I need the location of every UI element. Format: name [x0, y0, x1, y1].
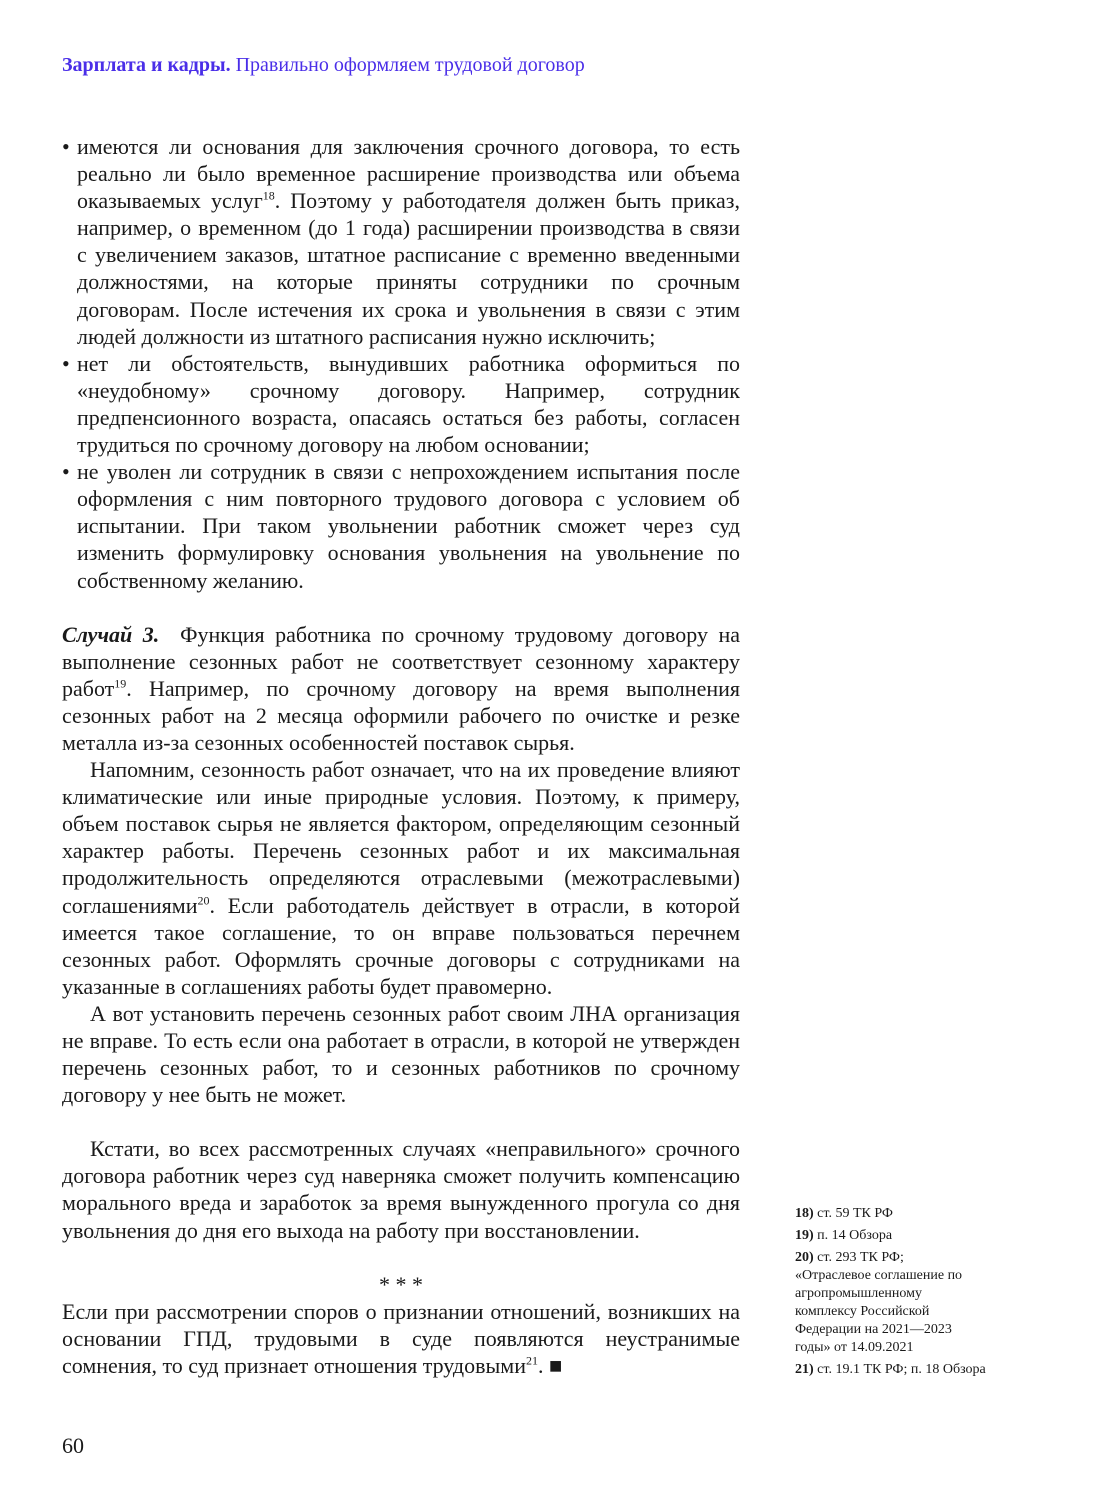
footnote-text: ст. 59 ТК РФ [817, 1206, 893, 1221]
footnote-ref: 19 [114, 676, 127, 691]
list-item: • нет ли обстоятельств, вынудивших работника оформиться по «неудобному» срочному договору. Например, сотрудник предпенсионного возраста, опасаясь остаться без работы, согласен трудиться по срочному договору на любом основании; [62, 350, 740, 458]
paragraph: Кстати, во всех рассмотренных случаях «неправильного» срочного договора работник через суд наверняка сможет получить компенсацию морального вреда и заработок за время вынужденного прогула со дня увольнения до дня его выхода на работу при восстановлении. [62, 1136, 740, 1243]
footnote-number: 20) [795, 1250, 814, 1265]
paragraph-text: . ■ [537, 1352, 563, 1378]
item-text: имеются ли основания для заключения срочного договора, то есть реально ли было временное расширение производства или объема оказываемых услуг [77, 134, 740, 214]
footnote [795, 1361, 1015, 1379]
footnote-ref: 21 [525, 1353, 538, 1368]
running-header [62, 54, 585, 77]
item-text: . Поэтому у работодателя должен быть приказ, например, о временном (до 1 года) расширении производства в связи с увеличением заказов, штатное расписание с временно введенными должностями, на которые приняты сотрудники по срочным договорам. После истечения их срока и увольнения в связи с этим людей должности из штатного расписания нужно исключить; [77, 188, 740, 349]
page-number: 60 [62, 1433, 84, 1458]
footnote [795, 1227, 1015, 1245]
footnote-text: п. 14 Обзора [817, 1228, 893, 1243]
footnote-ref: 18 [262, 188, 275, 203]
footnote-number: 18) [795, 1206, 814, 1221]
paragraph [62, 1298, 740, 1379]
footnote-text: ст. 293 ТК РФ; «Отраслевое соглашение по агропромышленному комплексу Российской Федерации на 2021—2023 годы» от 14.09.2021 [795, 1250, 963, 1355]
article-body [62, 133, 740, 1379]
paragraph-text: . Если работодатель действует в отрасли, в которой имеется такое соглашение, то он вправе пользоваться перечнем сезонных работ. Оформлять срочные договоры с сотрудниками на указанные в соглашениях работы будет правомерно. [62, 892, 740, 999]
footnote-number: 19) [795, 1228, 814, 1243]
footnotes [795, 1205, 1015, 1383]
footnote-number: 21) [795, 1362, 814, 1377]
paragraph-text: Напомним, сезонность работ означает, что на их проведение влияют климатические или иные природные условия. Поэтому, к примеру, объем поставок сырья не является фактором, определяющим сезонный характер работы. Перечень сезонных работ и их максимальная продолжительность определяются отраслевыми (межотраслевыми) соглашениями [62, 757, 740, 918]
paragraph-text: Если при рассмотрении споров о признании отношений, возникших на основании ГПД, трудовыми в суде появляются неустранимые сомнения, то суд признает отношения трудовыми [62, 1298, 740, 1378]
list-item: • не уволен ли сотрудник в связи с непрохождением испытания после оформления с ним повторного трудового договора с условием об испытании. При таком увольнении работник сможет через суд изменить формулировку основания увольнения на увольнение по собственному желанию. [62, 458, 740, 593]
case-text: . Например, по срочному договору на время выполнения сезонных работ на 2 месяца оформили рабочего по очистке и резке металла из-за сезонных особенностей поставок сырья. [62, 675, 740, 755]
article-title: Правильно оформляем трудовой договор [235, 54, 585, 76]
section-name: Зарплата и кадры. [62, 54, 231, 76]
footnote [795, 1249, 965, 1357]
case-label: Случай 3. [62, 621, 160, 647]
list-item [62, 133, 740, 350]
case-text: Функция работника по срочному трудовому договору на выполнение сезонных работ не соответствует сезонному характеру работ [62, 621, 741, 701]
bullet-list [62, 133, 740, 594]
paragraph: А вот установить перечень сезонных работ своим ЛНА организация не вправе. То есть если она работает в отрасли, в которой не утвержден перечень сезонных работ, то и сезонных работников по срочному договору у нее быть не может. [62, 1000, 740, 1108]
footnote-ref: 20 [197, 893, 210, 908]
case-paragraph [62, 621, 740, 756]
section-separator: * * * [379, 1271, 423, 1297]
paragraph [62, 756, 740, 1000]
footnote-text: ст. 19.1 ТК РФ; п. 18 Обзора [817, 1362, 986, 1377]
footnote [795, 1205, 1015, 1223]
